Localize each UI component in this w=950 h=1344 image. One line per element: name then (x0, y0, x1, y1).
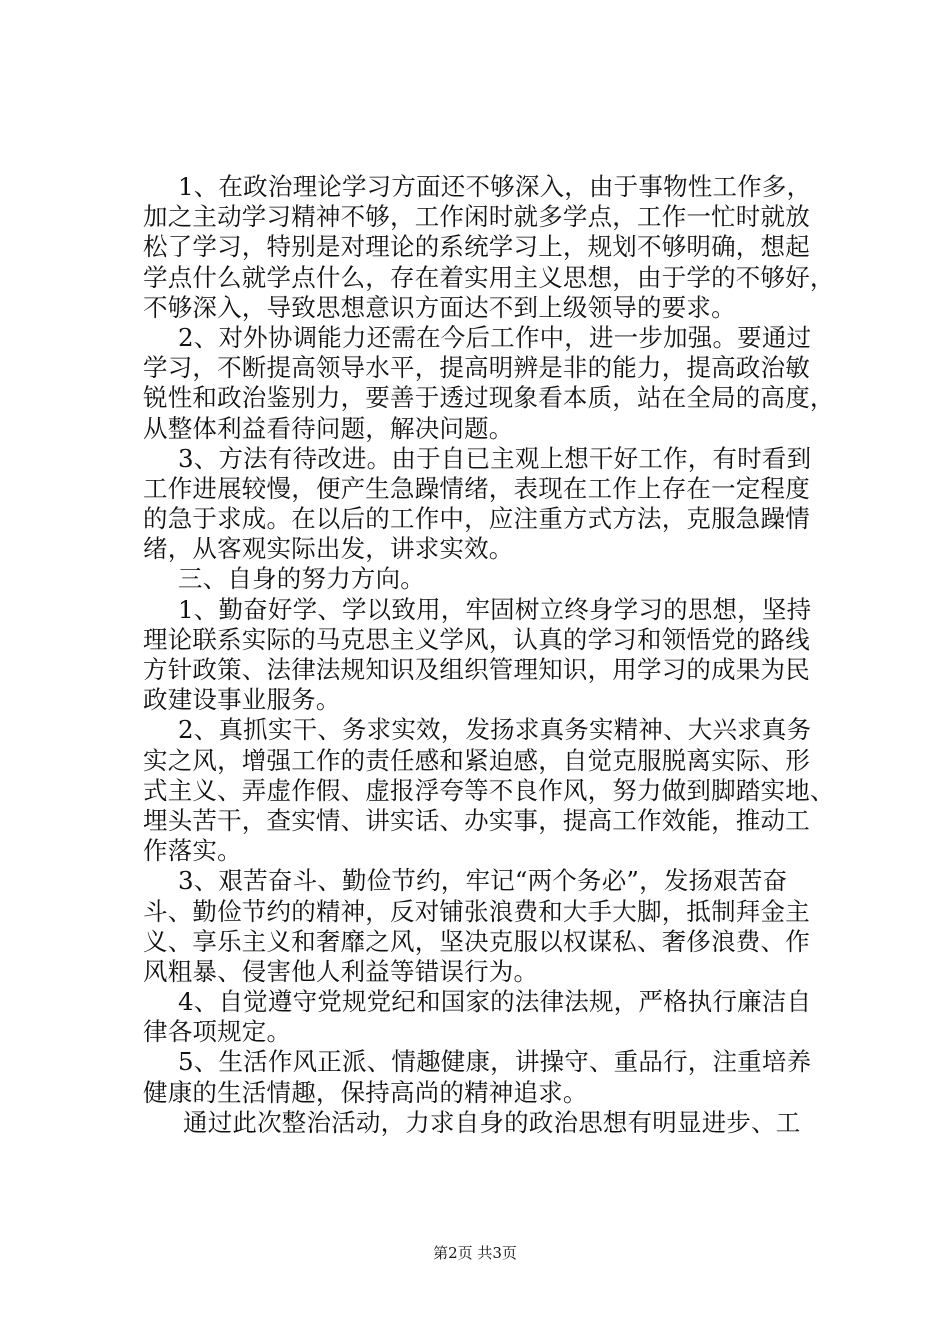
text-line: 加之主动学习精神不够，工作闲时就多学点，工作一忙时就放 (143, 202, 810, 232)
text-line: 式主义、弄虚作假、虚报浮夸等不良作风，努力做到脚踏实地、 (143, 775, 835, 805)
text-line: 作落实。 (143, 836, 242, 866)
text-line: 律各项规定。 (143, 1017, 292, 1047)
text-line: 绪，从客观实际出发，讲求实效。 (143, 534, 514, 564)
text-line: 工作进展较慢，便产生急躁情绪，表现在工作上存在一定程度 (143, 473, 810, 503)
text-line: 不够深入，导致思想意识方面达不到上级领导的要求。 (143, 292, 736, 322)
text-line: 通过此次整治活动，力求自身的政治思想有明显进步、工 (183, 1107, 801, 1137)
text-line: 从整体利益看待问题，解决问题。 (143, 413, 514, 443)
text-line: 2、真抓实干、务求实效，发扬求真务实精神、大兴求真务 (178, 715, 812, 745)
text-line: 理论联系实际的马克思主义学风，认真的学习和领悟党的路线 (143, 624, 810, 654)
text-line: 2、对外协调能力还需在今后工作中，进一步加强。要通过 (178, 322, 812, 352)
text-line: 松了学习，特别是对理论的系统学习上，规划不够明确，想起 (143, 232, 810, 262)
text-line: 实之风，增强工作的责任感和紧迫感，自觉克服脱离实际、形 (143, 745, 810, 775)
text-line: 斗、勤俭节约的精神，反对铺张浪费和大手大脚，抵制拜金主 (143, 896, 810, 926)
text-line: 学点什么就学点什么，存在着实用主义思想，由于学的不够好， (143, 262, 835, 292)
text-line: 锐性和政治鉴别力，要善于透过现象看本质，站在全局的高度， (143, 383, 835, 413)
document-body (143, 172, 833, 1138)
text-line: 风粗暴、侵害他人利益等错误行为。 (143, 956, 539, 986)
text-line: 5、生活作风正派、情趣健康，讲操守、重品行，注重培养 (178, 1047, 812, 1077)
section-heading: 三、自身的努力方向。 (178, 564, 425, 594)
text-line: 方针政策、法律法规知识及组织管理知识，用学习的成果为民 (143, 655, 810, 684)
text-line: 政建设事业服务。 (143, 685, 341, 715)
text-line: 义、享乐主义和奢靡之风，坚决克服以权谋私、奢侈浪费、作 (143, 926, 810, 956)
text-line: 4、自觉遵守党规党纪和国家的法律法规，严格执行廉洁自 (178, 987, 812, 1017)
text-line: 埋头苦干，查实情、讲实话、办实事，提高工作效能，推动工 (143, 805, 810, 835)
text-line: 健康的生活情趣，保持高尚的精神追求。 (143, 1077, 588, 1107)
text-line: 3、方法有待改进。由于自已主观上想干好工作，有时看到 (178, 443, 812, 473)
text-line: 1、在政治理论学习方面还不够深入，由于事物性工作多， (178, 172, 812, 201)
page-footer: 第2页 共3页 (433, 1244, 517, 1262)
text-line: 3、艰苦奋斗、勤俭节约，牢记“两个务必”，发扬艰苦奋 (178, 866, 788, 896)
text-line: 学习，不断提高领导水平，提高明辨是非的能力，提高政治敏 (143, 353, 810, 383)
text-line: 的急于求成。在以后的工作中，应注重方式方法，克服急躁情 (143, 504, 810, 534)
text-line: 1、勤奋好学、学以致用，牢固树立终身学习的思想，坚持 (178, 594, 812, 624)
